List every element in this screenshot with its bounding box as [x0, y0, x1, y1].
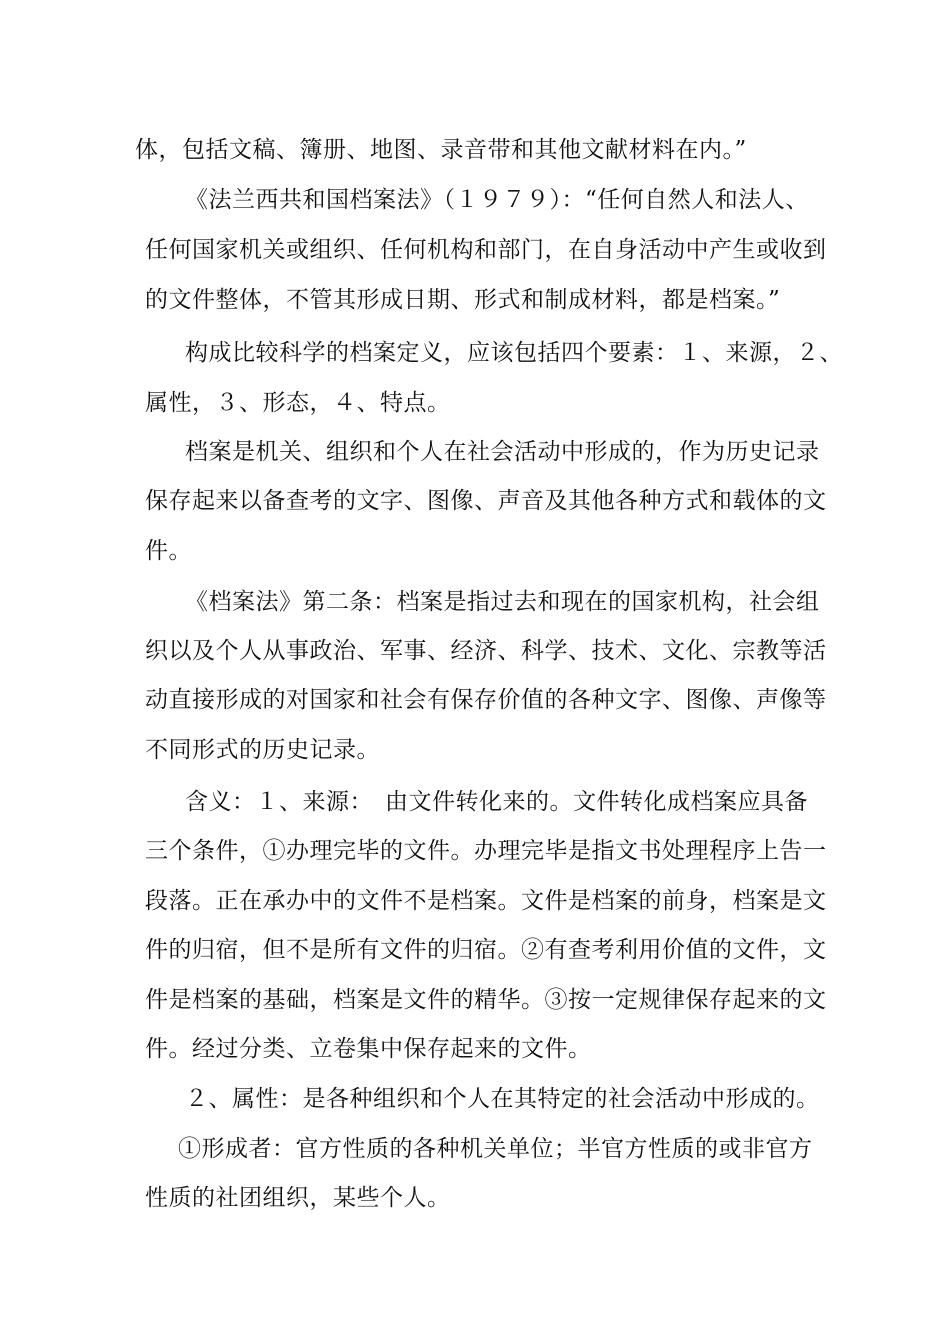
text-line-3: 任何国家机关或组织、任何机构和部门，在自身活动中产生或收到: [145, 237, 827, 263]
text-line-4: 的文件整体，不管其形成日期、形式和制成材料，都是档案。”: [145, 287, 781, 313]
text-line-10: 《档案法》第二条：档案是指过去和现在的国家机构，社会组: [185, 589, 820, 615]
text-line-15: 三个条件，①办理完毕的文件。办理完毕是指文书处理程序上告一: [145, 838, 827, 864]
text-line-13: 不同形式的历史记录。: [145, 737, 380, 763]
text-line-20: ２、属性：是各种组织和个人在其特定的社会活动中形成的。: [185, 1086, 820, 1112]
text-line-18: 件是档案的基础，档案是文件的精华。③按一定规律保存起来的文: [145, 987, 827, 1013]
text-line-7: 档案是机关、组织和个人在社会活动中形成的，作为历史记录: [185, 439, 820, 465]
text-line-12: 动直接形成的对国家和社会有保存价值的各种文字、图像、声像等: [145, 687, 827, 713]
text-line-5: 构成比较科学的档案定义，应该包括四个要素：１、来源，２、: [185, 340, 843, 366]
text-line-22: 性质的社团组织，某些个人。: [145, 1185, 451, 1211]
text-line-17: 件的归宿，但不是所有文件的归宿。②有查考利用价值的文件，文: [145, 937, 827, 963]
text-line-14: 含义：１、来源： 由文件转化来的。文件转化成档案应具备: [185, 789, 808, 815]
text-line-16: 段落。正在承办中的文件不是档案。文件是档案的前身，档案是文: [145, 888, 827, 914]
text-line-1: 体，包括文稿、簿册、地图、录音带和其他文献材料在内。”: [135, 137, 747, 163]
text-line-8: 保存起来以备查考的文字、图像、声音及其他各种方式和载体的文: [145, 488, 827, 514]
text-line-11: 织以及个人从事政治、军事、经济、科学、技术、文化、宗教等活: [145, 638, 827, 664]
text-line-9: 件。: [145, 538, 192, 564]
text-line-19: 件。经过分类、立卷集中保存起来的文件。: [145, 1036, 592, 1062]
text-line-6: 属性，３、形态，４、特点。: [145, 390, 451, 416]
text-line-2: 《法兰西共和国档案法》（１９７９）：“任何自然人和法人、: [185, 187, 809, 213]
text-line-21: ①形成者：官方性质的各种机关单位；半官方性质的或非官方: [178, 1136, 813, 1162]
